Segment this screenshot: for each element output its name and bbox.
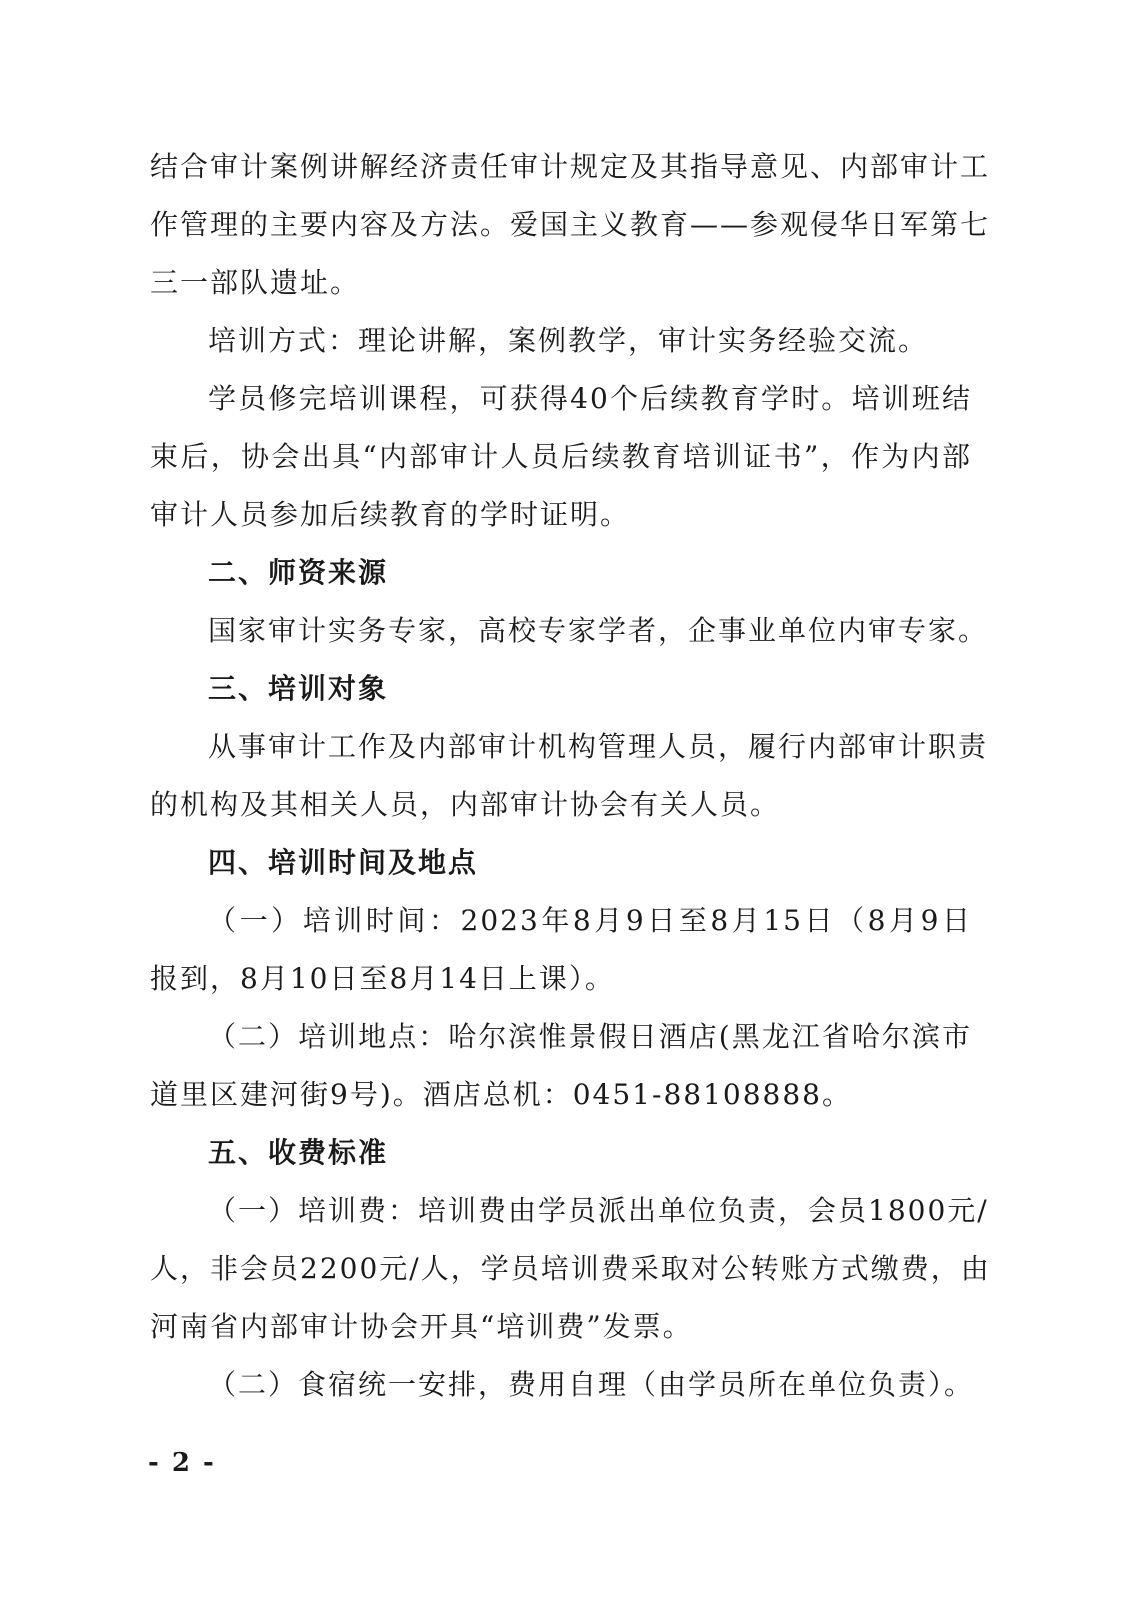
training-time-line: （一）培训时间：2023年8月9日至8月15日（8月9日 (208, 904, 972, 937)
body-text-line: 结合审计案例讲解经济责任审计规定及其指导意见、内部审计工 (150, 150, 991, 183)
body-text-line: 道里区建河街9号)。酒店总机：0451-88108888。 (150, 1078, 852, 1111)
body-text-line: 学员修完培训课程，可获得40个后续教育学时。培训班结 (208, 382, 972, 415)
body-text-line: 人，非会员2200元/人，学员培训费采取对公转账方式缴费，由 (150, 1252, 991, 1285)
body-text-line: 报到，8月10日至8月14日上课）。 (150, 962, 615, 995)
body-text-line: 束后，协会出具“内部审计人员后续教育培训证书”，作为内部 (150, 440, 972, 473)
page-number: - 2 - (148, 1448, 216, 1478)
training-method-line: 培训方式：理论讲解，案例教学，审计实务经验交流。 (208, 324, 929, 357)
body-text-line: 国家审计实务专家，高校专家学者，企事业单位内审专家。 (208, 614, 989, 647)
body-text-line: 三一部队遗址。 (150, 266, 361, 299)
section-heading-time-location: 四、培训时间及地点 (208, 846, 479, 879)
section-heading-fees: 五、收费标准 (208, 1136, 389, 1169)
body-text-line: 从事审计工作及内部审计机构管理人员，履行内部审计职责 (208, 730, 989, 763)
body-text-line: 河南省内部审计协会开具“培训费”发票。 (150, 1310, 693, 1343)
body-text-line: 的机构及其相关人员，内部审计协会有关人员。 (150, 788, 781, 821)
training-location-line: （二）培训地点：哈尔滨惟景假日酒店(黑龙江省哈尔滨市 (208, 1020, 972, 1053)
accommodation-line: （二）食宿统一安排，费用自理（由学员所在单位负责）。 (208, 1368, 975, 1401)
document-body (150, 138, 991, 1414)
body-text-line: 作管理的主要内容及方法。爱国主义教育——参观侵华日军第七 (150, 208, 991, 241)
body-text-line: 审计人员参加后续教育的学时证明。 (150, 498, 631, 531)
section-heading-audience: 三、培训对象 (208, 672, 389, 705)
section-heading-faculty: 二、师资来源 (208, 556, 389, 589)
training-fee-line: （一）培训费：培训费由学员派出单位负责，会员1800元/ (208, 1194, 989, 1227)
